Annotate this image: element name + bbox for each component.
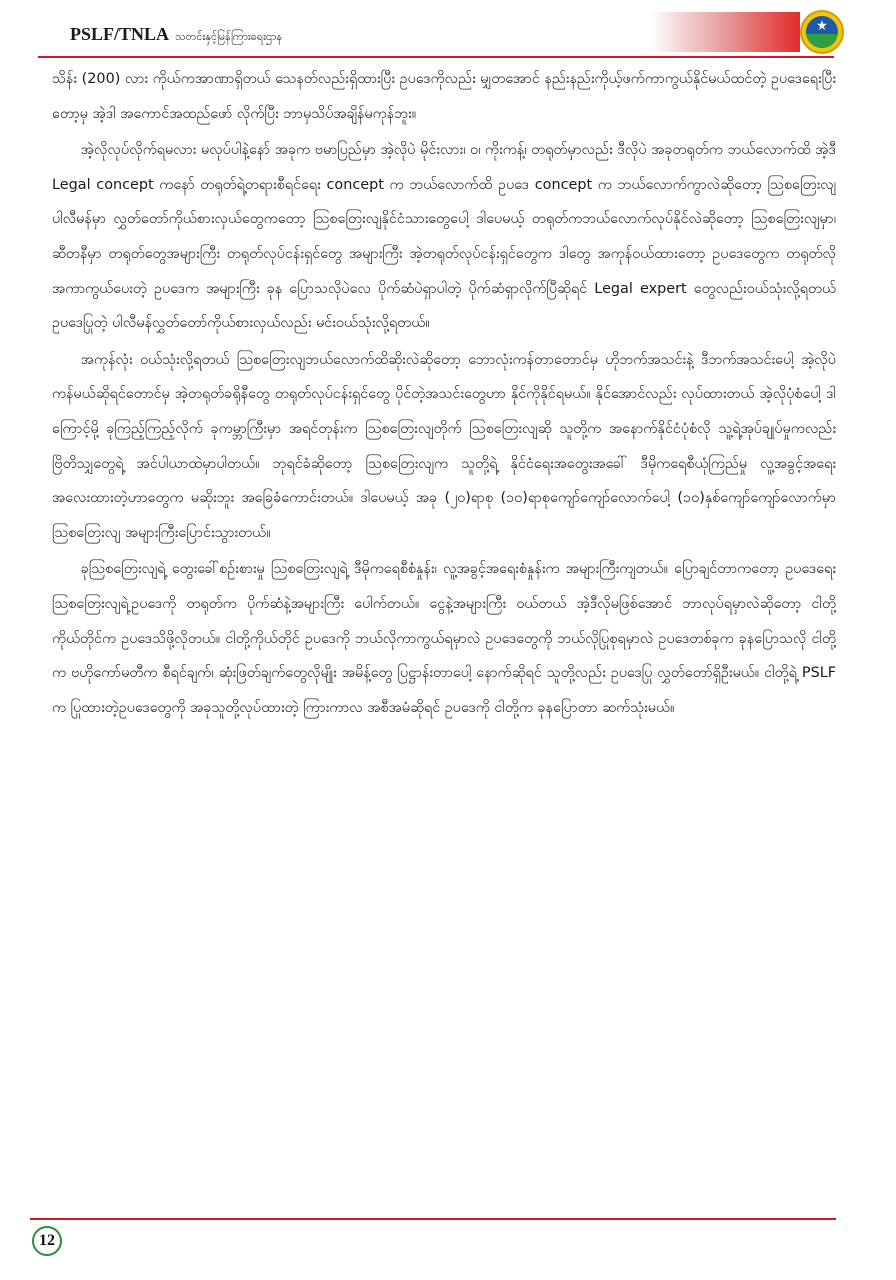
star-icon <box>817 20 827 30</box>
emblem-land <box>806 34 838 48</box>
pslf-emblem-icon <box>800 10 844 54</box>
header-subtitle: သတင်းနှင့်မြန်ကြားရေးဌာန <box>175 30 283 43</box>
page-number: 12 <box>32 1226 62 1256</box>
footer-divider <box>30 1218 836 1220</box>
emblem-inner <box>806 16 838 48</box>
header-red-band <box>650 12 800 52</box>
article-body <box>52 62 836 1212</box>
paragraph-1: သိန်း (200) လား ကိုယ်ကအာဏာရှိတယ် သေနတ်လည်းရှိထားပြီး ဥပဒေကိုလည်း မျှတအောင် နည်းနည်းကိုယ့်ဖက်ကာကွယ်နိုင်မယ်ထင်တဲ့ ဥပဒေရေးပြီးတော့မှ အဲ့ဒါ အကောင်အထည်ဖော် လိုက်ပြီး ဘာမှသိပ်အချိန်မကုန်ဘူး။ <box>52 71 836 122</box>
paragraph-3: အကုန်လုံး ဝယ်သုံးလို့ရတယ် ဩစတြေးလျဘယ်လောက်ထိဆိုးလဲဆိုတော့ ဘောလုံးကန်တာတောင်မှ ဟိုဘက်အသင်းနဲ့ ဒီဘက်အသင်းပေါ့ အဲ့လိုပဲကန်မယ်ဆိုရင်တောင်မှ အဲ့တရုတ်ခရိုနီတွေ တရုတ်လုပ်ငန်းရှင်တွေ ပိုင်တဲ့အသင်းတွေဟာ နိုင်ကိုနိုင်ရမယ်။ နိုင်အောင်လည်း လုပ်ထားတယ် အဲ့လိုပုံစံပေါ့ ဒါကြောင့်မို့ ခုကြည့်ကြည့်လိုက် ခုကမ္ဘာကြီးမှာ အရင်တုန်းက ဩစတြေးလျတိုက် ဩစတြေးလျဆို သူတို့က အနောက်နိုင်ငံပုံစံလို သူ့ရဲ့အုပ်ချုပ်မှုကလည်း ဗြိတိသျှတွေရဲ့ အင်ပါယာထဲမှာပါတယ်။ ဘုရင်ခံဆိုတော့ ဩစတြေးလျက သူတို့ရဲ့ နိုင်ငံရေးအတွေးအခေါ် ဒီမိုကရေစီယုံကြည်မှု လူ့အခွင့်အရေး အလေးထားတဲ့ဟာတွေက မဆိုးဘူး အခြေခံကောင်းတယ်။ ဒါပေမယ့် အခု (၂၀)ရာစု (၁၀)ရာစုကျော်ကျော်လောက်ပေါ့ (၁၀)နှစ်ကျော်ကျော်လောက်မှာ ဩစတြေးလျ အများကြီးပြောင်းသွားတယ်။ <box>52 351 836 541</box>
paragraph-4: ခုဩစတြေးလျရဲ့ တွေးခေါ်စဉ်းစားမှု ဩစတြေးလျရဲ့ ဒီမိုကရေစီစံနှုန်း၊ လူ့အခွင့်အရေးစံနှုန်းက အများကြီးကျတယ်။ ပြောချင်တာကတော့ ဥပဒေရေး ဩစတြေးလျရဲ့ဥပဒေကို တရုတ်က ပိုက်ဆံနဲ့အများကြီး ပေါက်တယ်။ ငွေနဲ့အများကြီး ဝယ်တယ် အဲ့ဒီလိုမဖြစ်အောင် ဘာလုပ်ရမှာလဲဆိုတော့ ငါတို့ကိုယ်တိုင်က ဥပဒေသိဖို့လိုတယ်။ ငါတို့ကိုယ်တိုင် ဥပဒေကို ဘယ်လိုကာကွယ်ရမှာလဲ ဥပဒေတွေကို ဘယ်လိုပြုစုရမှာလဲ ဥပဒေတစ်ခုက ခုနပြောသလို ငါတို့က ဗဟိုကော်မတီက စီရင်ချက်၊ ဆုံးဖြတ်ချက်တွေလိုမျိုး အမိန့်တွေ ပြဋ္ဌာန်းတာပေါ့ နောက်ဆိုရင် သူတို့လည်း ဥပဒေပြု လွှတ်တော်ရှိဦးမယ်။ ငါတို့ရဲ့ PSLF က ပြုထားတဲ့ဥပဒေတွေကို အခုသူတို့လုပ်ထားတဲ့ ကြားကာလ အစီအမံဆိုရင် ဥပဒေကို ငါတို့က ခုနပြောတာ ဆက်သုံးမယ်။ <box>52 561 836 716</box>
header-title <box>70 22 282 46</box>
header-org: PSLF/TNLA <box>70 24 170 44</box>
header-divider <box>38 56 834 58</box>
paragraph-2: အဲ့လိုလုပ်လိုက်ရမလား မလုပ်ပါနဲ့နော် အခုက ဗမာပြည်မှာ အဲ့လိုပဲ မိုင်းလား၊ ဝ၊ ကိုးကန့်၊ တရုတ်မှာလည်း ဒီလိုပဲ အခုတရုတ်က ဘယ်လောက်ထိ အဲ့ဒီ Legal concept ကနော် တရုတ်ရဲ့တရားစီရင်ရေး concept က ဘယ်လောက်ထိ ဥပဒေ concept က ဘယ်လောက်ကွာလဲဆိုတော့ ဩစတြေးလျပါလီမန်မှာ လွှတ်တော်ကိုယ်စားလှယ်တွေကတော့ ဩစတြေးလျနိုင်ငံသားတွေပေါ့ ဒါပေမယ့် တရုတ်ကဘယ်လောက်လုပ်နိုင်လဲဆိုတော့ ဩစတြေးလျမှာ၊ ဆီတနီမှာ တရုတ်တွေအများကြီး တရုတ်လုပ်ငန်းရှင်တွေ အများကြီး အဲ့တရုတ်လုပ်ငန်းရှင်တွေက ဒါတွေ အကုန်ဝယ်ထားတော့ ဥပဒေတွေက တရုတ်လို အကာကွယ်ပေးတဲ့ ဥပဒေက အများကြီး ခုန ပြောသလိုပဲလေ ပိုက်ဆံပဲရှာပါတဲ့ ပိုက်ဆံရှာလိုက်ပြီဆိုရင် Legal expert တွေလည်းဝယ်သုံးလို့ရတယ် ဥပဒေပြုတဲ့ ပါလီမန်လွှတ်တော်ကိုယ်စားလှယ်လည်း မင်းဝယ်သုံးလို့ရတယ်။ <box>52 142 836 332</box>
page-header <box>0 0 896 58</box>
